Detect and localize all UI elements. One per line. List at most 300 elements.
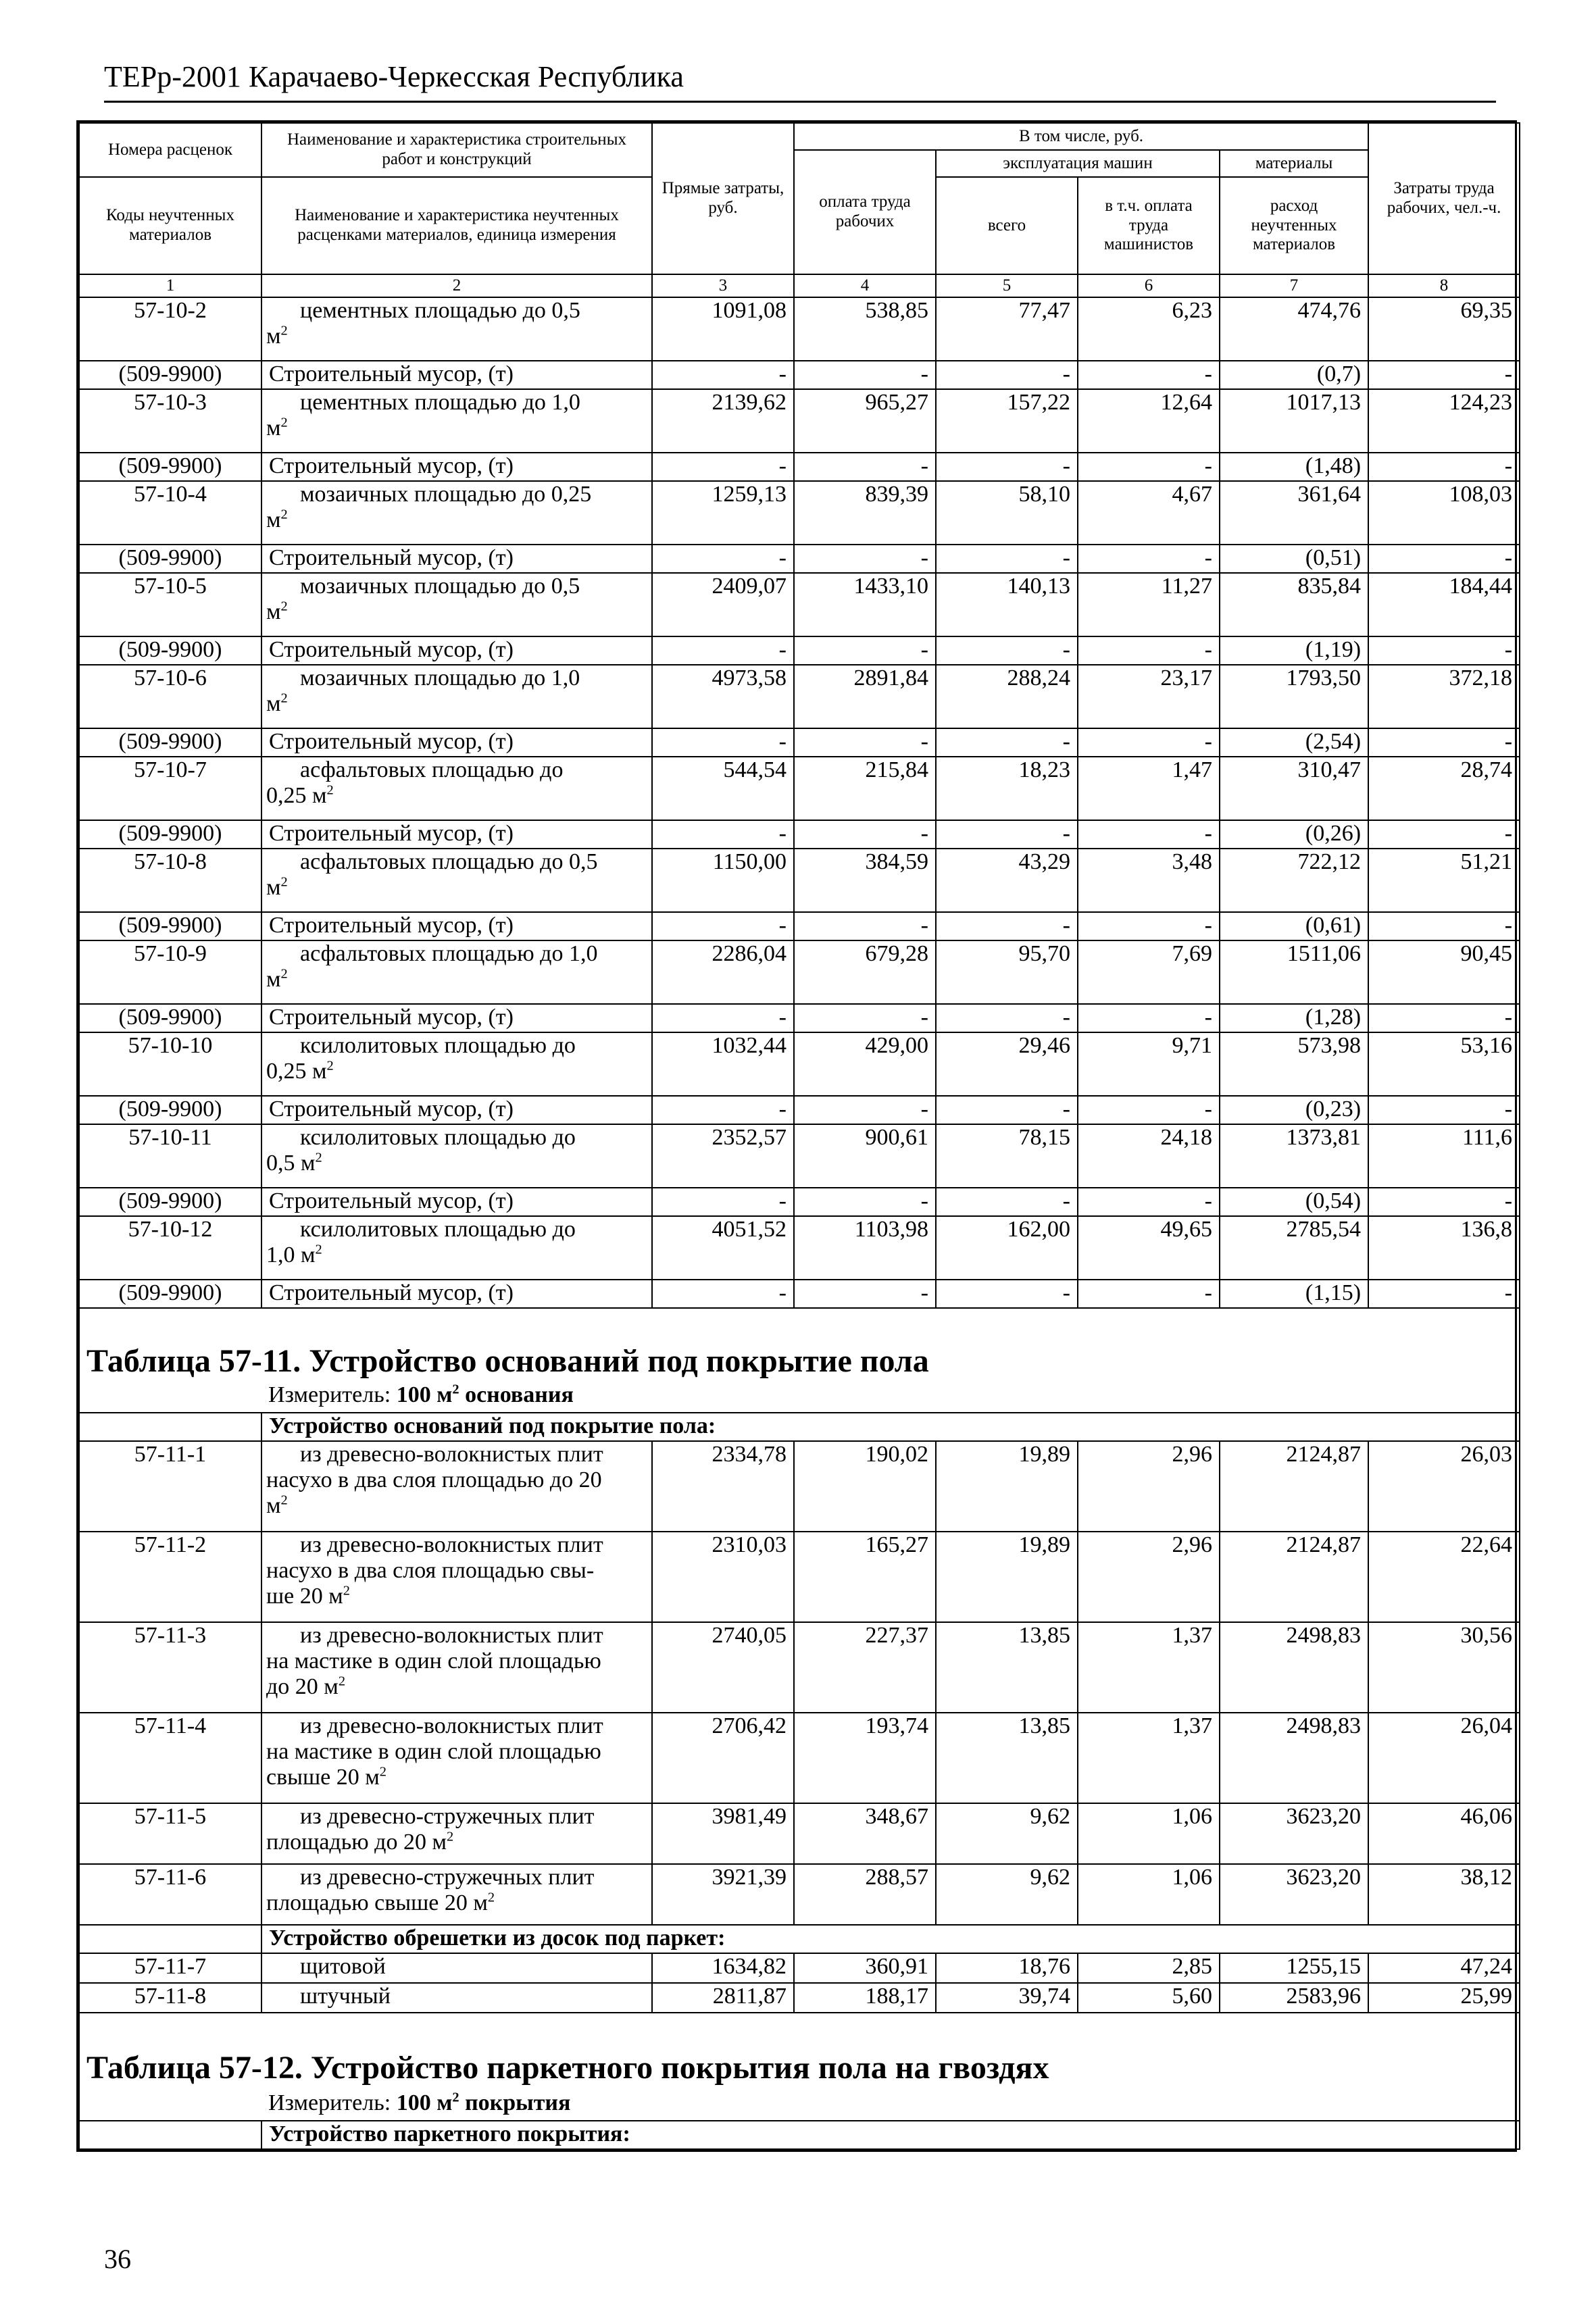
rate-description-line3: до 20 м — [266, 1674, 339, 1699]
material-name: Строительный мусор, (т) — [261, 1280, 652, 1308]
value-c4: 965,27 — [794, 389, 936, 453]
value-dash: - — [794, 728, 936, 757]
rate-description-line1: из древесно-волокнистых плит — [300, 1623, 603, 1648]
rate-row — [79, 573, 1520, 636]
value-c6: 23,17 — [1078, 665, 1220, 728]
rate-row — [79, 1803, 1520, 1864]
value-c5: 13,85 — [936, 1713, 1078, 1803]
col-header-1-top: Номера расценок — [79, 123, 261, 177]
value-c8: 46,06 — [1368, 1803, 1520, 1864]
material-code: (509-9900) — [79, 361, 261, 389]
table-57-12-title-row — [79, 2013, 1520, 2090]
value-c8: 22,64 — [1368, 1532, 1520, 1622]
value-dash: - — [1078, 1096, 1220, 1124]
value-c7: 2785,54 — [1220, 1216, 1368, 1280]
measure-label: Измеритель: — [268, 2090, 397, 2115]
rate-row — [79, 1124, 1520, 1188]
page-header — [104, 59, 1496, 103]
material-name: Строительный мусор, (т) — [261, 1096, 652, 1124]
value-dash: - — [936, 912, 1078, 940]
value-c4: 538,85 — [794, 297, 936, 361]
col-number: 5 — [936, 274, 1078, 297]
value-c8: 28,74 — [1368, 757, 1520, 820]
rate-description-line2: м — [266, 324, 281, 349]
value-dash: - — [1368, 1004, 1520, 1032]
rate-row — [79, 1441, 1520, 1532]
rate-description — [261, 1441, 652, 1532]
measure-label: Измеритель: — [268, 1382, 397, 1407]
value-c8: 38,12 — [1368, 1864, 1520, 1925]
rate-row — [79, 665, 1520, 728]
material-name: Строительный мусор, (т) — [261, 728, 652, 757]
value-c8: 26,04 — [1368, 1713, 1520, 1803]
value-c6: 24,18 — [1078, 1124, 1220, 1188]
value-dash: - — [1368, 545, 1520, 573]
rate-description-line2: м — [266, 691, 281, 716]
value-dash: - — [936, 820, 1078, 849]
col-header-2-bottom: Наименование и характеристика неучтенных расценками материалов, единица измерения — [261, 177, 652, 274]
table-57-12-title: Таблица 57-12. Устройство паркетного покрытия пола на гвоздях — [86, 2050, 1049, 2086]
unit-superscript: 2 — [343, 1583, 350, 1599]
rate-code: 57-10-11 — [79, 1124, 261, 1188]
value-dash: - — [1368, 1280, 1520, 1308]
rates-table — [78, 122, 1520, 2150]
rate-description-line2: 0,25 м — [266, 783, 327, 808]
value-c4: 165,27 — [794, 1532, 936, 1622]
value-c4: 679,28 — [794, 940, 936, 1004]
unit-superscript: 2 — [338, 1674, 346, 1689]
value-c3: 1150,00 — [652, 849, 794, 912]
rate-row — [79, 849, 1520, 912]
rate-description-line1: асфальтовых площадью до 1,0 — [300, 941, 598, 966]
rate-description — [261, 1124, 652, 1188]
table-57-11-subhead2: Устройство обрешетки из досок под паркет: — [261, 1925, 1520, 1953]
material-code: (509-9900) — [79, 545, 261, 573]
value-dash: - — [1078, 1280, 1220, 1308]
col-number: 6 — [1078, 274, 1220, 297]
rate-description-line1: мозаичных площадью до 0,25 — [300, 482, 592, 507]
column-numbers-row — [79, 274, 1520, 297]
material-name: Строительный мусор, (т) — [261, 453, 652, 481]
rate-description-line2: м — [266, 967, 281, 992]
rate-description — [261, 1864, 652, 1925]
value-dash: - — [652, 361, 794, 389]
value-dash: - — [1078, 361, 1220, 389]
value-dash: - — [1368, 361, 1520, 389]
value-c3: 2409,07 — [652, 573, 794, 636]
rate-code: 57-11-2 — [79, 1532, 261, 1622]
value-dash: - — [936, 636, 1078, 665]
value-dash: - — [1368, 912, 1520, 940]
col-number: 1 — [79, 274, 261, 297]
rate-code: 57-11-5 — [79, 1803, 261, 1864]
value-c7: 474,76 — [1220, 297, 1368, 361]
value-c5: 95,70 — [936, 940, 1078, 1004]
material-row — [79, 1096, 1520, 1124]
rate-description — [261, 389, 652, 453]
value-dash: - — [652, 453, 794, 481]
material-consumption: (0,26) — [1220, 820, 1368, 849]
value-dash: - — [652, 545, 794, 573]
material-consumption: (1,19) — [1220, 636, 1368, 665]
value-dash: - — [936, 728, 1078, 757]
unit-superscript: 2 — [379, 1764, 386, 1780]
value-dash: - — [652, 1280, 794, 1308]
rate-code: 57-11-1 — [79, 1441, 261, 1532]
value-c6: 2,96 — [1078, 1441, 1220, 1532]
rate-description-line1: ксилолитовых площадью до — [300, 1033, 576, 1058]
value-dash: - — [1078, 636, 1220, 665]
value-c7: 1793,50 — [1220, 665, 1368, 728]
material-name: Строительный мусор, (т) — [261, 636, 652, 665]
rate-row — [79, 389, 1520, 453]
value-c5: 77,47 — [936, 297, 1078, 361]
col-header-6: в т.ч. оплата труда машинистов — [1078, 177, 1220, 274]
rate-row — [79, 297, 1520, 361]
rate-row — [79, 1532, 1520, 1622]
value-c5: 58,10 — [936, 481, 1078, 545]
rate-description-line3: м — [266, 1493, 281, 1518]
rate-row — [79, 1953, 1520, 1983]
value-dash: - — [652, 636, 794, 665]
value-dash: - — [652, 912, 794, 940]
value-c4: 900,61 — [794, 1124, 936, 1188]
value-c3: 544,54 — [652, 757, 794, 820]
material-row — [79, 361, 1520, 389]
rate-row — [79, 1864, 1520, 1925]
material-row — [79, 1188, 1520, 1216]
table-57-11-subhead1-row — [79, 1413, 1520, 1441]
unit-superscript: 2 — [326, 1058, 334, 1074]
value-c5: 19,89 — [936, 1532, 1078, 1622]
value-c3: 2139,62 — [652, 389, 794, 453]
value-c6: 1,47 — [1078, 757, 1220, 820]
value-c6: 1,06 — [1078, 1864, 1220, 1925]
value-dash: - — [652, 728, 794, 757]
rate-description-line1: асфальтовых площадью до — [300, 757, 564, 782]
rate-description — [261, 665, 652, 728]
value-c3: 1259,13 — [652, 481, 794, 545]
rate-description — [261, 297, 652, 361]
rate-description-line1: асфальтовых площадью до 0,5 — [300, 849, 598, 874]
value-c4: 2891,84 — [794, 665, 936, 728]
table-57-11-subhead2-row — [79, 1925, 1520, 1953]
material-code: (509-9900) — [79, 1280, 261, 1308]
value-dash: - — [794, 1004, 936, 1032]
value-c7: 1017,13 — [1220, 389, 1368, 453]
material-row — [79, 636, 1520, 665]
unit-superscript: 2 — [280, 323, 288, 338]
value-c7: 2498,83 — [1220, 1622, 1368, 1713]
col-number: 4 — [794, 274, 936, 297]
material-row — [79, 545, 1520, 573]
material-consumption: (1,15) — [1220, 1280, 1368, 1308]
col-header-group: В том числе, руб. — [794, 123, 1368, 150]
value-dash: - — [652, 1096, 794, 1124]
rate-description-line2: площадью до 20 м — [266, 1830, 447, 1855]
unit-superscript: 2 — [280, 966, 288, 982]
value-dash: - — [936, 545, 1078, 573]
value-c8: 90,45 — [1368, 940, 1520, 1004]
rate-code: 57-11-7 — [79, 1953, 261, 1983]
col-number: 3 — [652, 274, 794, 297]
rate-description-line2: 0,25 м — [266, 1059, 327, 1084]
value-c8: 51,21 — [1368, 849, 1520, 912]
material-consumption: (1,48) — [1220, 453, 1368, 481]
value-c5: 18,76 — [936, 1953, 1078, 1983]
value-c6: 2,96 — [1078, 1532, 1220, 1622]
col-number: 2 — [261, 274, 652, 297]
value-c6: 5,60 — [1078, 1983, 1220, 2013]
value-c7: 3623,20 — [1220, 1864, 1368, 1925]
rate-row — [79, 940, 1520, 1004]
rate-row — [79, 1983, 1520, 2013]
unit-superscript: 2 — [315, 1150, 322, 1165]
value-c5: 43,29 — [936, 849, 1078, 912]
material-code: (509-9900) — [79, 820, 261, 849]
rate-code: 57-11-4 — [79, 1713, 261, 1803]
material-name: Строительный мусор, (т) — [261, 361, 652, 389]
rate-description-line2: м — [266, 416, 281, 441]
table-57-12-measure-row — [79, 2090, 1520, 2121]
rates-frame — [76, 120, 1517, 2152]
value-c5: 140,13 — [936, 573, 1078, 636]
value-dash: - — [794, 636, 936, 665]
value-c8: 111,6 — [1368, 1124, 1520, 1188]
value-c4: 360,91 — [794, 1953, 936, 1983]
value-c6: 49,65 — [1078, 1216, 1220, 1280]
value-dash: - — [936, 1188, 1078, 1216]
rate-description-line3: свыше 20 м — [266, 1765, 380, 1790]
value-c5: 157,22 — [936, 389, 1078, 453]
unit-superscript: 2 — [326, 782, 334, 798]
unit-superscript: 2 — [446, 1829, 454, 1844]
rate-code: 57-10-4 — [79, 481, 261, 545]
material-consumption: (2,54) — [1220, 728, 1368, 757]
rate-description — [261, 940, 652, 1004]
unit-superscript: 2 — [315, 1242, 322, 1257]
material-name: Строительный мусор, (т) — [261, 820, 652, 849]
rate-row — [79, 481, 1520, 545]
value-c3: 2740,05 — [652, 1622, 794, 1713]
value-c8: 69,35 — [1368, 297, 1520, 361]
value-c3: 4051,52 — [652, 1216, 794, 1280]
material-code: (509-9900) — [79, 1004, 261, 1032]
rate-code: 57-10-7 — [79, 757, 261, 820]
value-c3: 2706,42 — [652, 1713, 794, 1803]
rate-description-line1: из древесно-стружечных плит — [300, 1804, 595, 1829]
value-c3: 2310,03 — [652, 1532, 794, 1622]
rate-code: 57-10-2 — [79, 297, 261, 361]
material-consumption: (0,61) — [1220, 912, 1368, 940]
rate-description-line1: ксилолитовых площадью до — [300, 1217, 576, 1242]
rate-row — [79, 1216, 1520, 1280]
rate-code: 57-10-8 — [79, 849, 261, 912]
value-c3: 4973,58 — [652, 665, 794, 728]
table-57-12-subhead-row — [79, 2121, 1520, 2149]
rate-description-line1: штучный — [300, 1984, 391, 2009]
value-dash: - — [1368, 820, 1520, 849]
value-c7: 722,12 — [1220, 849, 1368, 912]
value-c6: 12,64 — [1078, 389, 1220, 453]
value-c3: 1032,44 — [652, 1032, 794, 1096]
value-c7: 361,64 — [1220, 481, 1368, 545]
col-header-8: Затраты труда рабочих, чел.-ч. — [1368, 123, 1520, 274]
value-c8: 25,99 — [1368, 1983, 1520, 2013]
value-dash: - — [936, 1004, 1078, 1032]
rate-description-line2: на мастике в один слой площадью — [266, 1739, 601, 1764]
value-c3: 3981,49 — [652, 1803, 794, 1864]
rate-description — [261, 1803, 652, 1864]
col-header-5: всего — [936, 177, 1078, 274]
col-header-7: расход неучтенных материалов — [1220, 177, 1368, 274]
rate-code: 57-10-6 — [79, 665, 261, 728]
rate-description-line1: щитовой — [300, 1954, 386, 1979]
table-57-11-subhead1: Устройство оснований под покрытие пола: — [261, 1413, 1520, 1441]
value-dash: - — [1368, 728, 1520, 757]
col-header-2-top: Наименование и характеристика строительных работ и конструкций — [261, 123, 652, 177]
value-dash: - — [936, 1280, 1078, 1308]
value-c3: 2352,57 — [652, 1124, 794, 1188]
value-c6: 7,69 — [1078, 940, 1220, 1004]
page-number: 36 — [104, 2244, 131, 2274]
material-consumption: (0,7) — [1220, 361, 1368, 389]
material-row — [79, 728, 1520, 757]
value-dash: - — [936, 361, 1078, 389]
rate-description-line1: ксилолитовых площадью до — [300, 1125, 576, 1150]
value-dash: - — [1368, 636, 1520, 665]
value-c7: 1255,15 — [1220, 1953, 1368, 1983]
value-dash: - — [1078, 1004, 1220, 1032]
value-dash: - — [1368, 453, 1520, 481]
material-name: Строительный мусор, (т) — [261, 1188, 652, 1216]
rate-description — [261, 1216, 652, 1280]
value-c4: 384,59 — [794, 849, 936, 912]
value-c6: 6,23 — [1078, 297, 1220, 361]
rate-description-line2: м — [266, 507, 281, 532]
rate-description-line1: цементных площадью до 0,5 — [300, 298, 580, 323]
value-c3: 3921,39 — [652, 1864, 794, 1925]
value-c6: 1,06 — [1078, 1803, 1220, 1864]
value-dash: - — [794, 453, 936, 481]
col-header-4: оплата труда рабочих — [794, 150, 936, 274]
material-consumption: (0,54) — [1220, 1188, 1368, 1216]
col-header-materials: материалы — [1220, 150, 1368, 177]
rate-description — [261, 1622, 652, 1713]
value-dash: - — [794, 545, 936, 573]
value-c7: 573,98 — [1220, 1032, 1368, 1096]
unit-superscript: 2 — [280, 415, 288, 430]
material-code: (509-9900) — [79, 912, 261, 940]
value-dash: - — [936, 1096, 1078, 1124]
value-c5: 19,89 — [936, 1441, 1078, 1532]
measure-value: 100 $м^2$ покрытия — [396, 2090, 571, 2115]
rate-description-line3: ше 20 м — [266, 1584, 343, 1609]
material-code: (509-9900) — [79, 1096, 261, 1124]
material-code: (509-9900) — [79, 1188, 261, 1216]
rate-description-line2: насухо в два слоя площадью свы- — [266, 1558, 595, 1583]
rate-description-line2: насухо в два слоя площадью до 20 — [266, 1467, 602, 1492]
rate-description-line1: мозаичных площадью до 1,0 — [300, 665, 580, 690]
rate-code: 57-10-12 — [79, 1216, 261, 1280]
rate-description-line2: 1,0 м — [266, 1242, 316, 1267]
value-c4: 288,57 — [794, 1864, 936, 1925]
material-row — [79, 1004, 1520, 1032]
value-c6: 9,71 — [1078, 1032, 1220, 1096]
rate-code: 57-11-3 — [79, 1622, 261, 1713]
value-c4: 1433,10 — [794, 573, 936, 636]
rate-description — [261, 1983, 652, 2013]
unit-superscript: 2 — [487, 1890, 495, 1905]
value-c5: 9,62 — [936, 1864, 1078, 1925]
value-c7: 2124,87 — [1220, 1532, 1368, 1622]
rate-description-line1: из древесно-волокнистых плит — [300, 1442, 603, 1467]
value-c4: 1103,98 — [794, 1216, 936, 1280]
value-c7: 2124,87 — [1220, 1441, 1368, 1532]
material-row — [79, 912, 1520, 940]
value-dash: - — [1078, 820, 1220, 849]
rate-row — [79, 1622, 1520, 1713]
value-dash: - — [794, 1096, 936, 1124]
material-name: Строительный мусор, (т) — [261, 545, 652, 573]
value-dash: - — [794, 361, 936, 389]
value-c8: 124,23 — [1368, 389, 1520, 453]
material-consumption: (0,51) — [1220, 545, 1368, 573]
unit-superscript: 2 — [280, 690, 288, 706]
value-dash: - — [1368, 1188, 1520, 1216]
material-row — [79, 820, 1520, 849]
rate-code: 57-11-8 — [79, 1983, 261, 2013]
rate-description-line2: м — [266, 599, 281, 624]
value-c7: 1373,81 — [1220, 1124, 1368, 1188]
rate-description — [261, 1532, 652, 1622]
value-dash: - — [1078, 545, 1220, 573]
value-c6: 1,37 — [1078, 1713, 1220, 1803]
col-header-1-bottom: Коды неучтенных материалов — [79, 177, 261, 274]
value-c6: 1,37 — [1078, 1622, 1220, 1713]
value-c5: 29,46 — [936, 1032, 1078, 1096]
value-c8: 108,03 — [1368, 481, 1520, 545]
value-dash: - — [652, 820, 794, 849]
rate-row — [79, 757, 1520, 820]
rate-description — [261, 573, 652, 636]
rate-row — [79, 1713, 1520, 1803]
table-57-11-title-row — [79, 1308, 1520, 1382]
value-dash: - — [652, 1004, 794, 1032]
col-header-machines: эксплуатация машин — [936, 150, 1220, 177]
measure-value: 100 $м^2$ основания — [396, 1382, 574, 1407]
rate-code: 57-10-5 — [79, 573, 261, 636]
rate-description — [261, 757, 652, 820]
value-c7: 2583,96 — [1220, 1983, 1368, 2013]
value-c5: 18,23 — [936, 757, 1078, 820]
rate-description-line1: из древесно-волокнистых плит — [300, 1713, 603, 1738]
value-c4: 227,37 — [794, 1622, 936, 1713]
value-c4: 193,74 — [794, 1713, 936, 1803]
table-57-11-measure-row — [79, 1382, 1520, 1413]
value-c4: 429,00 — [794, 1032, 936, 1096]
value-c8: 372,18 — [1368, 665, 1520, 728]
value-c4: 839,39 — [794, 481, 936, 545]
value-c8: 26,03 — [1368, 1441, 1520, 1532]
value-c5: 288,24 — [936, 665, 1078, 728]
material-code: (509-9900) — [79, 636, 261, 665]
value-c6: 4,67 — [1078, 481, 1220, 545]
col-header-3: Прямые затраты, руб. — [652, 123, 794, 274]
material-code: (509-9900) — [79, 453, 261, 481]
rate-description-line1: цементных площадью до 1,0 — [300, 390, 580, 415]
value-c3: 2286,04 — [652, 940, 794, 1004]
